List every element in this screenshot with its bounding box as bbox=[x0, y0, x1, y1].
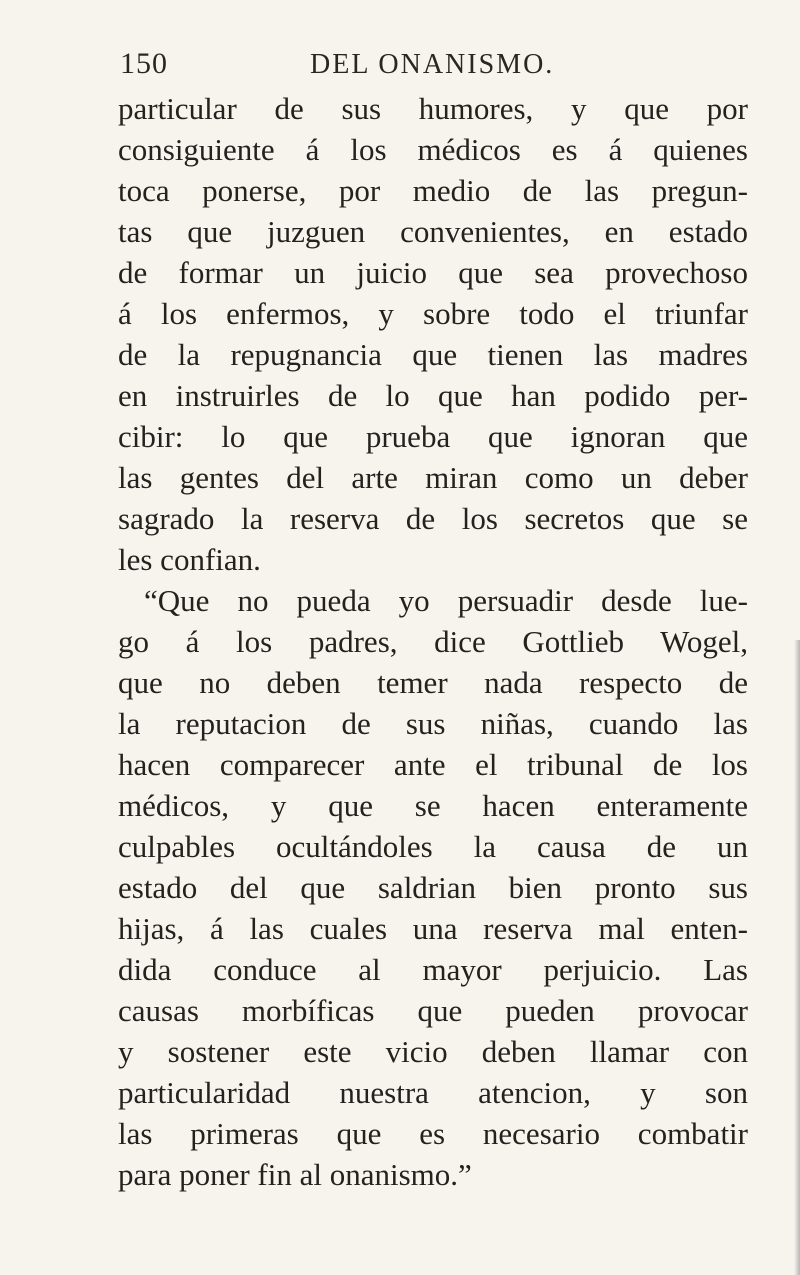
text-line: culpables ocultándoles la causa de un bbox=[118, 829, 748, 864]
text-line: tas que juzguen convenientes, en estado bbox=[118, 214, 748, 249]
text-line: cibir: lo que prueba que ignoran que bbox=[118, 419, 748, 454]
text-line: estado del que saldrian bien pronto sus bbox=[118, 870, 748, 905]
text-line: consiguiente á los médicos es á quienes bbox=[118, 132, 748, 167]
text-line: dida conduce al mayor perjuicio. Las bbox=[118, 952, 748, 987]
text-line: las primeras que es necesario combatir bbox=[118, 1116, 748, 1151]
text-line: hijas, á las cuales una reserva mal enten- bbox=[118, 911, 748, 946]
text-line: particular de sus humores, y que por bbox=[118, 91, 748, 126]
page-edge-shadow bbox=[794, 640, 800, 1275]
text-line: que no deben temer nada respecto de bbox=[118, 665, 748, 700]
text-line: de la repugnancia que tienen las madres bbox=[118, 337, 748, 372]
page-number: 150 bbox=[120, 47, 168, 80]
text-line: sagrado la reserva de los secretos que se bbox=[118, 501, 748, 536]
text-line: hacen comparecer ante el tribunal de los bbox=[118, 747, 748, 782]
text-line: causas morbíficas que pueden provocar bbox=[118, 993, 748, 1028]
text-line: toca ponerse, por medio de las pregun- bbox=[118, 173, 748, 208]
running-title: DEL ONANISMO. bbox=[310, 49, 555, 80]
text-line: la reputacion de sus niñas, cuando las bbox=[118, 706, 748, 741]
body-text bbox=[118, 88, 748, 1195]
text-line: en instruirles de lo que han podido per- bbox=[118, 378, 748, 413]
text-line: les confian. bbox=[118, 542, 261, 577]
text-line: particularidad nuestra atencion, y son bbox=[118, 1075, 748, 1110]
text-line: de formar un juicio que sea provechoso bbox=[118, 255, 748, 290]
text-line: las gentes del arte miran como un deber bbox=[118, 460, 748, 495]
text-line: “Que no pueda yo persuadir desde lue- bbox=[144, 583, 748, 618]
page-header bbox=[120, 47, 740, 87]
text-line: á los enfermos, y sobre todo el triunfar bbox=[118, 296, 748, 331]
text-line: para poner fin al onanismo.” bbox=[118, 1157, 472, 1192]
text-line: go á los padres, dice Gottlieb Wogel, bbox=[118, 624, 748, 659]
text-line: y sostener este vicio deben llamar con bbox=[118, 1034, 748, 1069]
text-line: médicos, y que se hacen enteramente bbox=[118, 788, 748, 823]
